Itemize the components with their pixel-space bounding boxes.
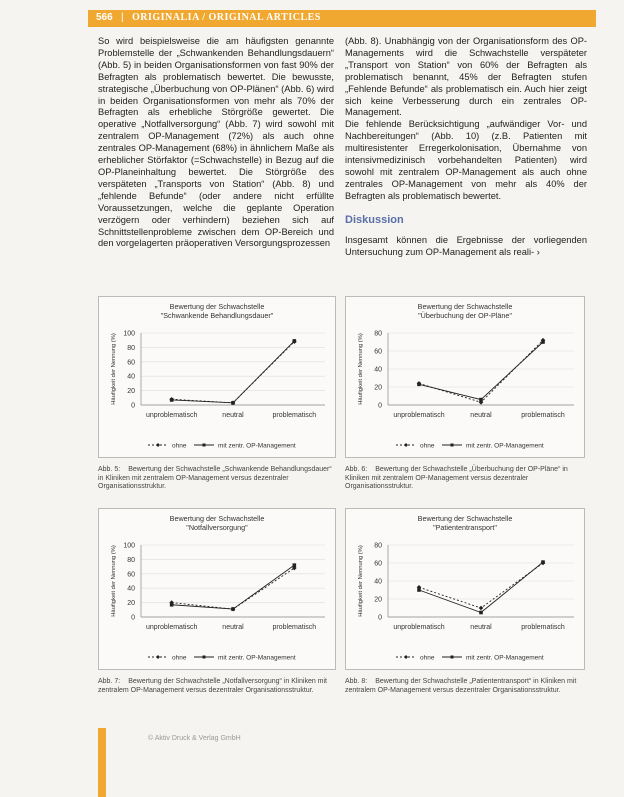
y-tick-label: 0 xyxy=(131,402,135,410)
caption-label: Abb. 5: xyxy=(98,466,121,473)
chart-figure-8 xyxy=(346,509,586,671)
x-tick-label: neutral xyxy=(222,412,244,419)
data-point xyxy=(479,398,483,402)
left-paragraph: So wird beispielsweise die am häufigsten genannte Problemstelle der „Schwankenden Behandlungsdauern“ (Abb. 5) in beiden Organisationsformen von fast 90% der Befragten als problematisch bewertet. Die bewusste, strategische „Überbuchung von OP-Plänen“ (Abb. 6) wird in beiden Organisationsformen von mehr als 70% der Befragten als erhebliche Störgröße gewertet. Die operative „Notfallversorgung“ (Abb. 7) wird sowohl mit zentralem OP-Management (72%) als auch ohne zentrales OP-Management (68%) in ähnlichem Maße als erheblicher Störfaktor (=Schwachstelle) in Bezug auf die OP-Planeinhaltung bewertet. Die Störgröße des verspäteten „Transports von Station“ (Abb. 8) und „fehlende Befunde“ (oder andere nicht erfüllte Voraussetzungen, welche die geplante Operation verzögern oder verhindern) beziehen sich auf Schnittstellenprobleme zwischen dem OP-Bereich und den vorgelagerten präoperativen Versorgungsprozessen xyxy=(98,36,334,249)
y-axis-label: Häufigkeit der Nennung (%) xyxy=(358,545,364,617)
caption-text: Bewertung der Schwachstelle „Schwankende Behandlungsdauer“ in Kliniken mit zentralem OP-Management versus dezentraler Organisationsstruktur. xyxy=(98,466,332,491)
data-point xyxy=(231,401,235,405)
chart-figure-6 xyxy=(346,297,586,459)
figure-7-caption xyxy=(98,678,336,695)
y-tick-label: 100 xyxy=(123,330,135,338)
legend-label: ohne xyxy=(420,654,435,662)
chart-figure-7 xyxy=(99,509,337,671)
header-bar xyxy=(88,10,596,27)
y-tick-label: 60 xyxy=(374,560,382,568)
legend-marker xyxy=(156,443,160,447)
data-point xyxy=(293,339,297,343)
legend-label: mit zentr. OP-Management xyxy=(466,442,544,450)
legend-marker xyxy=(451,656,454,659)
y-axis-label: Häufigkeit der Nennung (%) xyxy=(111,545,117,617)
figure-title-line2: "Patiententransport" xyxy=(433,523,497,532)
figure-8 xyxy=(345,508,585,670)
figure-title-line1: Bewertung der Schwachstelle xyxy=(417,302,513,311)
left-column xyxy=(98,36,334,250)
caption-text: Bewertung der Schwachstelle „Patiententransport“ in Kliniken mit zentralem OP-Management versus dezentraler Organisationsstruktur. xyxy=(345,678,577,694)
y-tick-label: 100 xyxy=(123,542,135,550)
data-point xyxy=(231,607,235,611)
legend-marker xyxy=(203,656,206,659)
y-tick-label: 40 xyxy=(374,578,382,586)
page-number: 566 xyxy=(96,12,113,23)
caption-label: Abb. 6: xyxy=(345,466,368,473)
y-tick-label: 60 xyxy=(127,359,135,367)
data-point xyxy=(170,603,174,607)
x-tick-label: neutral xyxy=(470,624,492,631)
y-axis-label: Häufigkeit der Nennung (%) xyxy=(111,333,117,405)
y-tick-label: 60 xyxy=(127,571,135,579)
chart-figure-5 xyxy=(99,297,337,459)
data-point xyxy=(170,398,174,402)
y-tick-label: 20 xyxy=(127,600,135,608)
series-line xyxy=(172,341,295,403)
y-tick-label: 20 xyxy=(127,388,135,396)
legend-label: mit zentr. OP-Management xyxy=(466,654,544,662)
caption-label: Abb. 8: xyxy=(345,678,368,685)
figure-6 xyxy=(345,296,585,458)
right-column xyxy=(345,36,587,258)
caption-label: Abb. 7: xyxy=(98,678,121,685)
right-paragraph-2: Die fehlende Berücksichtigung „aufwändiger Vor- und Nachbereitungen“ (Abb. 10) (z.B. Patienten mit multiresistenter Erregerkolonisation, Übernahme von intensivmedizinisch vorbehandelten Patienten) wird sowohl mit zentralem OP-Management als auch ohne zentrales OP-Management von mehr als 40% der Befragten als problematisch bewertet. xyxy=(345,119,587,201)
legend-label: ohne xyxy=(420,442,435,450)
figure-7 xyxy=(98,508,336,670)
data-point xyxy=(417,383,421,387)
y-tick-label: 40 xyxy=(374,366,382,374)
figure-title-line2: "Schwankende Behandlungsdauer" xyxy=(160,311,274,320)
y-tick-label: 80 xyxy=(374,330,382,338)
section-heading: Diskussion xyxy=(345,213,404,226)
x-tick-label: problematisch xyxy=(521,412,565,419)
y-tick-label: 40 xyxy=(127,373,135,381)
series-line xyxy=(419,562,543,612)
x-tick-label: neutral xyxy=(470,412,492,419)
legend-marker xyxy=(404,655,408,659)
figure-5 xyxy=(98,296,336,458)
series-line xyxy=(419,563,543,608)
legend-marker xyxy=(404,443,408,447)
x-tick-label: unproblematisch xyxy=(393,624,445,631)
figure-title-line1: Bewertung der Schwachstelle xyxy=(169,302,265,311)
series-line xyxy=(419,342,543,400)
figure-5-caption xyxy=(98,466,336,492)
section-title: ORIGINALIA / ORIGINAL ARTICLES xyxy=(132,12,321,23)
figure-title-line1: Bewertung der Schwachstelle xyxy=(169,514,265,523)
series-line xyxy=(172,568,295,609)
legend-label: mit zentr. OP-Management xyxy=(218,442,296,450)
figure-6-caption xyxy=(345,466,585,492)
legend-label: mit zentr. OP-Management xyxy=(218,654,296,662)
figure-8-caption xyxy=(345,678,585,695)
x-tick-label: unproblematisch xyxy=(393,412,445,419)
x-tick-label: problematisch xyxy=(272,412,317,419)
figure-title-line1: Bewertung der Schwachstelle xyxy=(417,514,513,523)
series-line xyxy=(172,342,295,403)
y-tick-label: 80 xyxy=(374,542,382,550)
caption-text: Bewertung der Schwachstelle „Überbuchung der OP-Pläne“ in Kliniken mit zentralem OP-Management versus dezentraler Organisationsstruktur. xyxy=(345,466,568,491)
y-tick-label: 60 xyxy=(374,348,382,356)
header-separator: | xyxy=(121,12,124,23)
right-paragraph-1: (Abb. 8). Unabhängig von der Organisationsform des OP-Managements wird die Schwachstelle verspäteter „Transport von Station“ von 60% der Befragten als problematisch benannt, 45% der Befragten stufen „Fehlende Befunde“ als problematisch ein. Auch hier zeigt sich keine Verbesserung durch ein zentrales OP-Management. xyxy=(345,36,587,118)
data-point xyxy=(541,340,545,344)
data-point xyxy=(417,588,421,592)
figure-title-line2: "Überbuchung der OP-Pläne" xyxy=(418,311,512,320)
legend-marker xyxy=(451,444,454,447)
legend-marker xyxy=(203,444,206,447)
right-paragraph-3: Insgesamt können die Ergebnisse der vorliegenden Untersuchung zum OP-Management als reali- › xyxy=(345,234,587,257)
series-line xyxy=(419,340,543,402)
data-point xyxy=(479,611,483,615)
figure-title-line2: "Notfallversorgung" xyxy=(186,523,248,532)
x-tick-label: unproblematisch xyxy=(145,412,198,419)
x-tick-label: neutral xyxy=(222,624,244,631)
data-point xyxy=(479,606,484,611)
y-tick-label: 0 xyxy=(378,402,382,410)
caption-text: Bewertung der Schwachstelle „Notfallversorgung“ in Kliniken mit zentralem OP-Management versus dezentraler Organisationsstruktur. xyxy=(98,678,328,694)
footer-text: © Aktiv Druck & Verlag GmbH xyxy=(148,735,241,742)
y-axis-label: Häufigkeit der Nennung (%) xyxy=(358,333,364,405)
data-point xyxy=(293,563,297,567)
y-tick-label: 40 xyxy=(127,585,135,593)
y-tick-label: 80 xyxy=(127,556,135,564)
y-tick-label: 0 xyxy=(131,614,135,622)
x-tick-label: problematisch xyxy=(272,624,317,631)
sidebar-accent xyxy=(98,728,106,797)
legend-label: ohne xyxy=(172,654,187,662)
y-tick-label: 20 xyxy=(374,596,382,604)
data-point xyxy=(541,560,545,564)
x-tick-label: unproblematisch xyxy=(145,624,198,631)
y-tick-label: 80 xyxy=(127,344,135,352)
legend-marker xyxy=(156,655,160,659)
y-tick-label: 0 xyxy=(378,614,382,622)
x-tick-label: problematisch xyxy=(521,624,565,631)
legend-label: ohne xyxy=(172,442,187,450)
y-tick-label: 20 xyxy=(374,384,382,392)
